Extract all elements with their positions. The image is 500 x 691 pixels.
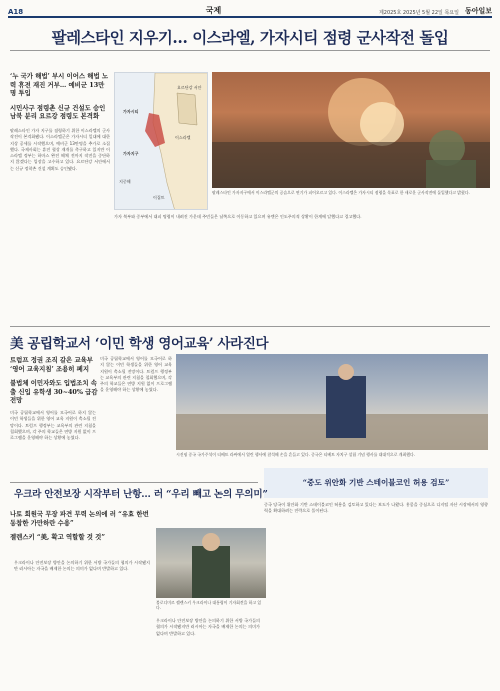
article1-subheads <box>10 72 110 127</box>
map-label: 이스라엘 <box>175 135 191 140</box>
map-label: 요르단강 서안 <box>177 85 202 90</box>
article1-body: 팔레스타인 가자 지구를 점령하기 위한 이스라엘의 군사작전이 본격화됐다. 이스라엘군은 가자시티 일대에 대한 지상 공세를 시작했으며, 예비군 13만명을 추가로 소집했다. 국제사회는 휴전 협상 재개를 촉구하고 있지만 이스라엘 정부는 하마스 완전 해체 전까지 작전을 중단하지 않겠다는 입장을 고수하고 있다. 요르단강 서안에서는 신규 정착촌 건설 계획도 승인됐다. <box>10 128 110 171</box>
map-label: 가자지구 <box>123 151 139 156</box>
divider <box>10 50 490 51</box>
map-label: 이집트 <box>153 195 165 200</box>
article3-body: 우크라이나 안전보장 방안을 논의하기 위한 서방 국가들의 협의가 시작됐지만 러시아는 자국을 배제한 논의는 의미가 없다며 반발하고 있다. <box>14 560 150 572</box>
article1-photo-caption: 팔레스타인 가자지구에서 이스라엘군의 공습으로 연기가 피어오르고 있다. 이스라엘은 가자시티 점령을 목표로 한 새로운 군사작전에 돌입했다고 밝혔다. <box>212 190 470 195</box>
article3-body-col2: 우크라이나 안전보장 방안을 논의하기 위한 서방 국가들의 협의가 시작됐지만 러시아는 자국을 배제한 논의는 의미가 없다며 반발하고 있다. <box>156 618 260 636</box>
paper-name: 동아일보 <box>464 7 492 15</box>
press-photo <box>156 528 266 598</box>
page-number: A18 <box>8 8 24 16</box>
article1-subhead: 시민사구 점령촌 신규 건설도 승인 남북 분리 요르강 점령도 본격화 <box>10 103 106 121</box>
crowd-photo <box>176 354 488 450</box>
article3-subhead: 나토 회원국 무장 파견 무력 논의에 러 “유효 한번 동참한 가만하란 수용” <box>10 510 149 527</box>
map-label: 지중해 <box>119 179 131 184</box>
section-title: 국제 <box>205 6 222 15</box>
region-map <box>115 73 208 210</box>
article2-subhead: 트럼프 정권 조직 갈은 교육부 ‘영어 교육지침’ 조용히 폐지 <box>10 356 93 373</box>
article3-subheads <box>10 510 150 548</box>
article2-quote-box <box>264 468 488 498</box>
article2-quote: “중도 위안화 기반 스테이블코인 허용 검토” <box>302 478 450 487</box>
article1-map <box>114 72 208 210</box>
article2-side-body: 중국 당국이 위안화 기반 스테이블코인 허용을 검토하고 있다는 보도가 나왔다. 홍콩을 중심으로 디지털 자산 시장에서의 영향력을 확대하려는 전략으로 풀이된다. <box>264 502 488 514</box>
article3-photo-caption: 볼로디미르 젤렌스키 우크라이나 대통령이 기자회견을 하고 있다. <box>156 600 262 611</box>
article2-photo <box>176 354 488 450</box>
article1-subhead: ‘누 국가 해법’ 부시 이어스 해법 노력 휴전 재진 거부… 예비군 13만명 투입 <box>10 72 109 98</box>
article3-photo <box>156 528 266 598</box>
divider <box>10 482 258 483</box>
article2-subhead: 불법체 이민자와도 입법조치 속출 신입 유학생 30~40% 급감 전망 <box>10 379 98 405</box>
masthead <box>8 4 492 18</box>
article2-body-col2: 미국 공립학교에서 영어를 모국어로 하지 않는 이민 학생들을 위한 영어 교육 지원이 축소될 전망이다. 트럼프 행정부는 교육부의 관련 지침을 철회했으며, 각 주의 학교들은 연방 지원 없이 프로그램을 운영해야 하는 상황에 놓였다. <box>100 356 172 393</box>
article2-subheads <box>10 356 100 411</box>
article1-headline: 팔레스타인 지우기… 이스라엘, 가자시티 점령 군사작전 돌입 <box>51 28 449 47</box>
article2-body: 미국 공립학교에서 영어를 모국어로 하지 않는 이민 학생들을 위한 영어 교육 지원이 축소될 전망이다. 트럼프 행정부는 교육부의 관련 지침을 철회했으며, 각 주의 학교들은 연방 지원 없이 프로그램을 운영해야 하는 상황에 놓였다. <box>10 410 96 441</box>
article1-photo <box>212 72 490 188</box>
article1-caption-body: 가자 북부와 중부에서 대피 명령이 내려진 가운데 주민들은 남쪽으로 이동하고 있으며 유엔은 인도주의적 상황이 한계에 달했다고 경고했다. <box>114 214 362 219</box>
issue-info: 제2025호 2025년 5월 22일 목요일 <box>378 10 459 16</box>
article2-photo-caption: 시진핑 중국 국가주석이 티베트 라싸에서 열린 행사에 참석해 손을 흔들고 있다. 중국은 티베트 자치구 설립 기념 행사를 대대적으로 개최했다. <box>176 452 415 457</box>
explosion-photo <box>212 72 490 188</box>
article2-headline: 美 공립학교서 ‘이민 학생 영어교육’ 사라진다 <box>10 336 269 352</box>
divider <box>10 326 490 327</box>
article3-headline: 우크라 안전보장 시작부터 난항… 러 “우리 빼고 논의 무의미” <box>14 489 268 500</box>
article3-subhead: 젤렌스키 “美, 확고 역할할 것 것” <box>10 533 105 542</box>
map-label: 가자시티 <box>123 109 139 114</box>
